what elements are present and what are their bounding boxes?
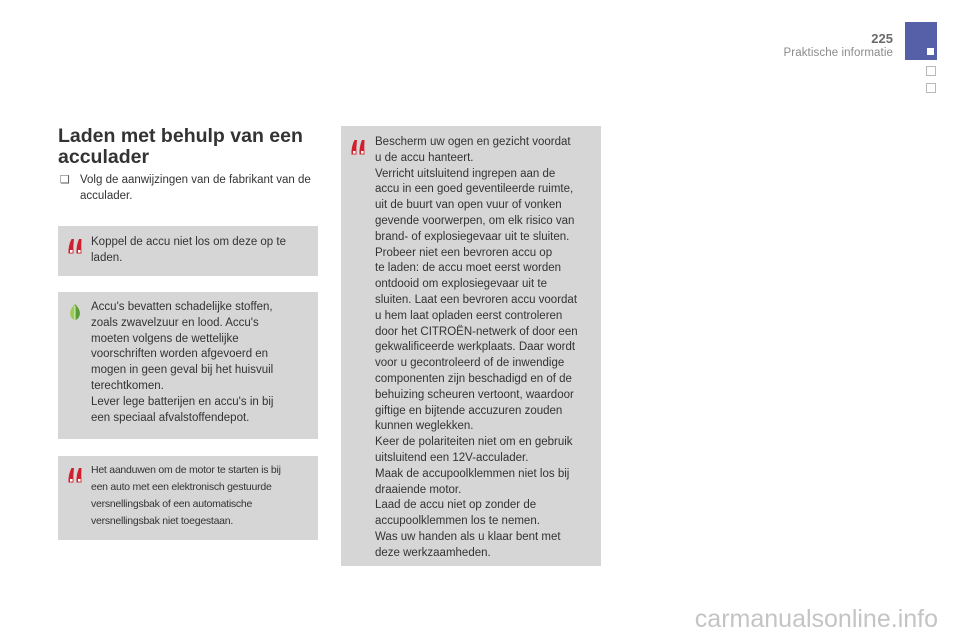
instruction-text: Volg de aanwijzingen van de fabrikant van de acculader. [80,174,311,202]
chapter-tab [905,22,937,60]
checkbox-bullet-icon: ❑ [60,174,70,186]
safety-text: Bescherm uw ogen en gezicht voordat u de accu hanteert. Verricht uitsluitend ingrepen aan de accu in een goed geventileerde ruimte, uit de buurt van open vuur of vonken gevende voorwerpen, om elk risico van brand- of explosiegevaar uit te sluiten. Probeer niet een bevroren accu op te laden: de accu moet eerst worden ontdooid om explosiegevaar uit te sluiten. Laat een bevroren accu voordat u hem laat opladen eerst controleren door het CITROËN-netwerk of door een gekwalificeerde werkplaats. Daar wordt voor u gecontroleerd of de inwendige componenten zijn beschadigd en of de behuizing scheuren vertoont, waardoor giftige en bijtende accuzuren zouden kunnen weglekken. Keer de polariteiten niet om en gebruik uitsluitend een 12V-acculader. Maak de accupoolklemmen niet los bij draaiende motor. Laad de accu niet op zonder de accupoolklemmen los te nemen. Was uw handen als u klaar bent met deze werkzaamheden. [375,136,578,559]
warning-icon [67,237,83,255]
section-title: Praktische informatie [783,47,893,59]
warning-box-disconnect [58,226,318,276]
instruction-bullet [58,172,320,204]
environment-box [58,292,318,439]
leaf-icon [67,302,83,322]
chapter-marker-square [926,66,936,76]
warning-box-safety [341,126,601,566]
watermark-text: carmanualsonline.info [694,605,938,633]
warning-icon [67,466,83,484]
warning-box-start [58,456,318,540]
chapter-tab-marker [927,48,934,55]
warning-text: Koppel de accu niet los om deze op te laden. [91,236,286,264]
page-number: 225 [871,31,893,46]
chapter-marker-square [926,83,936,93]
page-title: Laden met behulp van een acculader [58,125,303,168]
warning-icon [350,138,366,156]
warning-text: Het aanduwen om de motor te starten is bij een auto met een elektronisch gestuurde versnellingsbak of een automatische versnellingsbak niet toegestaan. [91,464,281,527]
environment-text: Accu's bevatten schadelijke stoffen, zoals zwavelzuur en lood. Accu's moeten volgens de wettelijke voorschriften worden afgevoerd en mogen in geen geval bij het huisvuil terechtkomen. Lever lege batterijen en accu's in bij een speciaal afvalstoffendepot. [91,301,274,424]
